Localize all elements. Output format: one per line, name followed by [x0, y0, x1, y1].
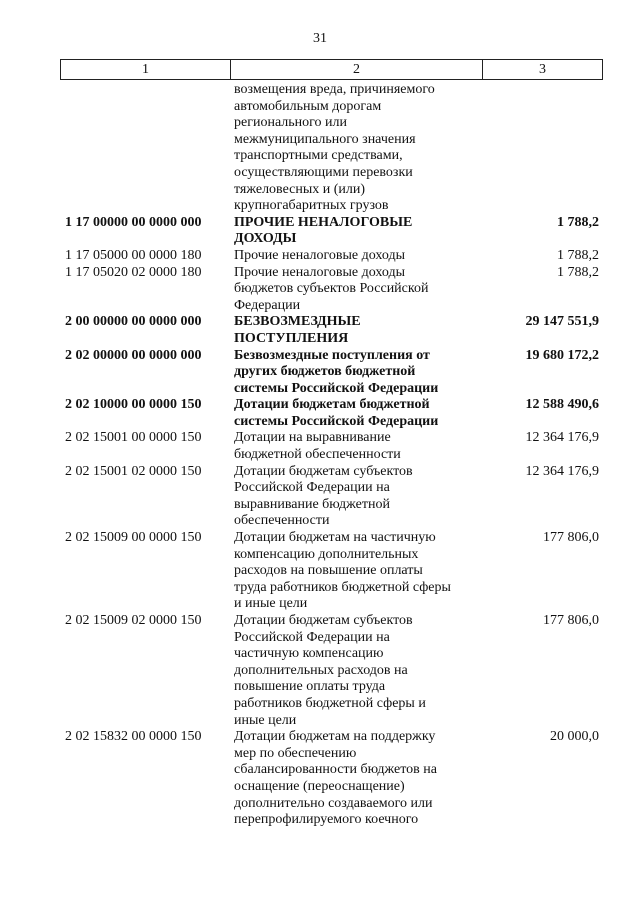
row-code: 2 02 15001 00 0000 150 — [65, 430, 202, 446]
row-name: Прочие неналоговые доходы — [234, 247, 406, 263]
table-row — [65, 348, 599, 398]
column-header-1: 1 — [61, 60, 231, 79]
row-amount — [480, 82, 599, 215]
table-row — [65, 613, 599, 729]
row-amount: 19 680 172,2 — [525, 347, 599, 363]
row-name: возмещения вреда, причиняемого автомобильным дорогам регионального или межмуниципального значения транспортными средствами, осуществляющими перевозки тяжеловесных и (или) крупногабаритных грузов — [234, 82, 435, 214]
row-code: 2 02 15009 00 0000 150 — [65, 530, 202, 546]
table-row — [65, 397, 599, 430]
row-code: 2 02 00000 00 0000 000 — [65, 347, 202, 363]
table-row — [65, 265, 599, 315]
row-name: Дотации бюджетам субъектов Российской Федерации на выравнивание бюджетной обеспеченности — [234, 463, 413, 529]
budget-table — [65, 82, 599, 829]
column-header-row — [60, 59, 603, 80]
row-amount: 20 000,0 — [550, 729, 599, 745]
row-amount: 12 364 176,9 — [525, 430, 599, 446]
table-row — [65, 215, 599, 248]
row-code: 2 02 15001 02 0000 150 — [65, 463, 202, 479]
row-code: 1 17 00000 00 0000 000 — [65, 214, 202, 230]
row-code: 2 02 10000 00 0000 150 — [65, 397, 202, 413]
row-name: Прочие неналоговые доходы бюджетов субъектов Российской Федерации — [234, 264, 429, 313]
row-amount: 12 588 490,6 — [525, 397, 599, 413]
row-name: БЕЗВОЗМЕЗДНЫЕ ПОСТУПЛЕНИЯ — [234, 314, 361, 346]
row-code: 1 17 05000 00 0000 180 — [65, 247, 202, 263]
row-name: ПРОЧИЕ НЕНАЛОГОВЫЕ ДОХОДЫ — [234, 214, 413, 247]
row-code: 2 02 15832 00 0000 150 — [65, 729, 202, 745]
table-row — [65, 729, 599, 829]
row-amount: 177 806,0 — [543, 613, 599, 628]
row-name: Дотации бюджетам на поддержку мер по обеспечению сбалансированности бюджетов на оснащение (переоснащение) дополнительно создаваемого или перепрофилируемого коечного — [234, 729, 437, 828]
row-name: Дотации бюджетам на частичную компенсацию дополнительных расходов на повышение оплаты труда работников бюджетной сферы и иные цели — [234, 530, 451, 612]
column-header-2: 2 — [231, 60, 483, 79]
row-amount: 1 788,2 — [557, 214, 599, 230]
row-amount: 29 147 551,9 — [525, 314, 599, 330]
column-header-3: 3 — [539, 62, 546, 77]
row-name: Дотации на выравнивание бюджетной обеспеченности — [234, 430, 401, 463]
row-name: Безвозмездные поступления от других бюджетов бюджетной системы Российской Федерации — [234, 347, 439, 396]
row-amount: 1 788,2 — [557, 264, 599, 280]
row-code: 2 00 00000 00 0000 000 — [65, 314, 202, 330]
row-amount: 1 788,2 — [557, 247, 599, 263]
row-code: 1 17 05020 02 0000 180 — [65, 264, 202, 280]
row-amount: 12 364 176,9 — [525, 463, 599, 479]
row-name: Дотации бюджетам субъектов Российской Федерации на частичную компенсацию дополнительных расходов на повышение оплаты труда работников бюджетной сферы и иные цели — [234, 613, 426, 728]
table-row — [65, 82, 599, 215]
table-row — [65, 314, 599, 347]
row-code: 2 02 15009 02 0000 150 — [65, 613, 202, 628]
table-row — [65, 430, 599, 463]
row-code — [65, 82, 234, 215]
table-row — [65, 248, 599, 265]
row-amount: 177 806,0 — [543, 530, 599, 546]
table-row — [65, 530, 599, 613]
page-number: 31 — [313, 31, 327, 46]
row-name: Дотации бюджетам бюджетной системы Российской Федерации — [234, 397, 439, 429]
table-row — [65, 464, 599, 530]
